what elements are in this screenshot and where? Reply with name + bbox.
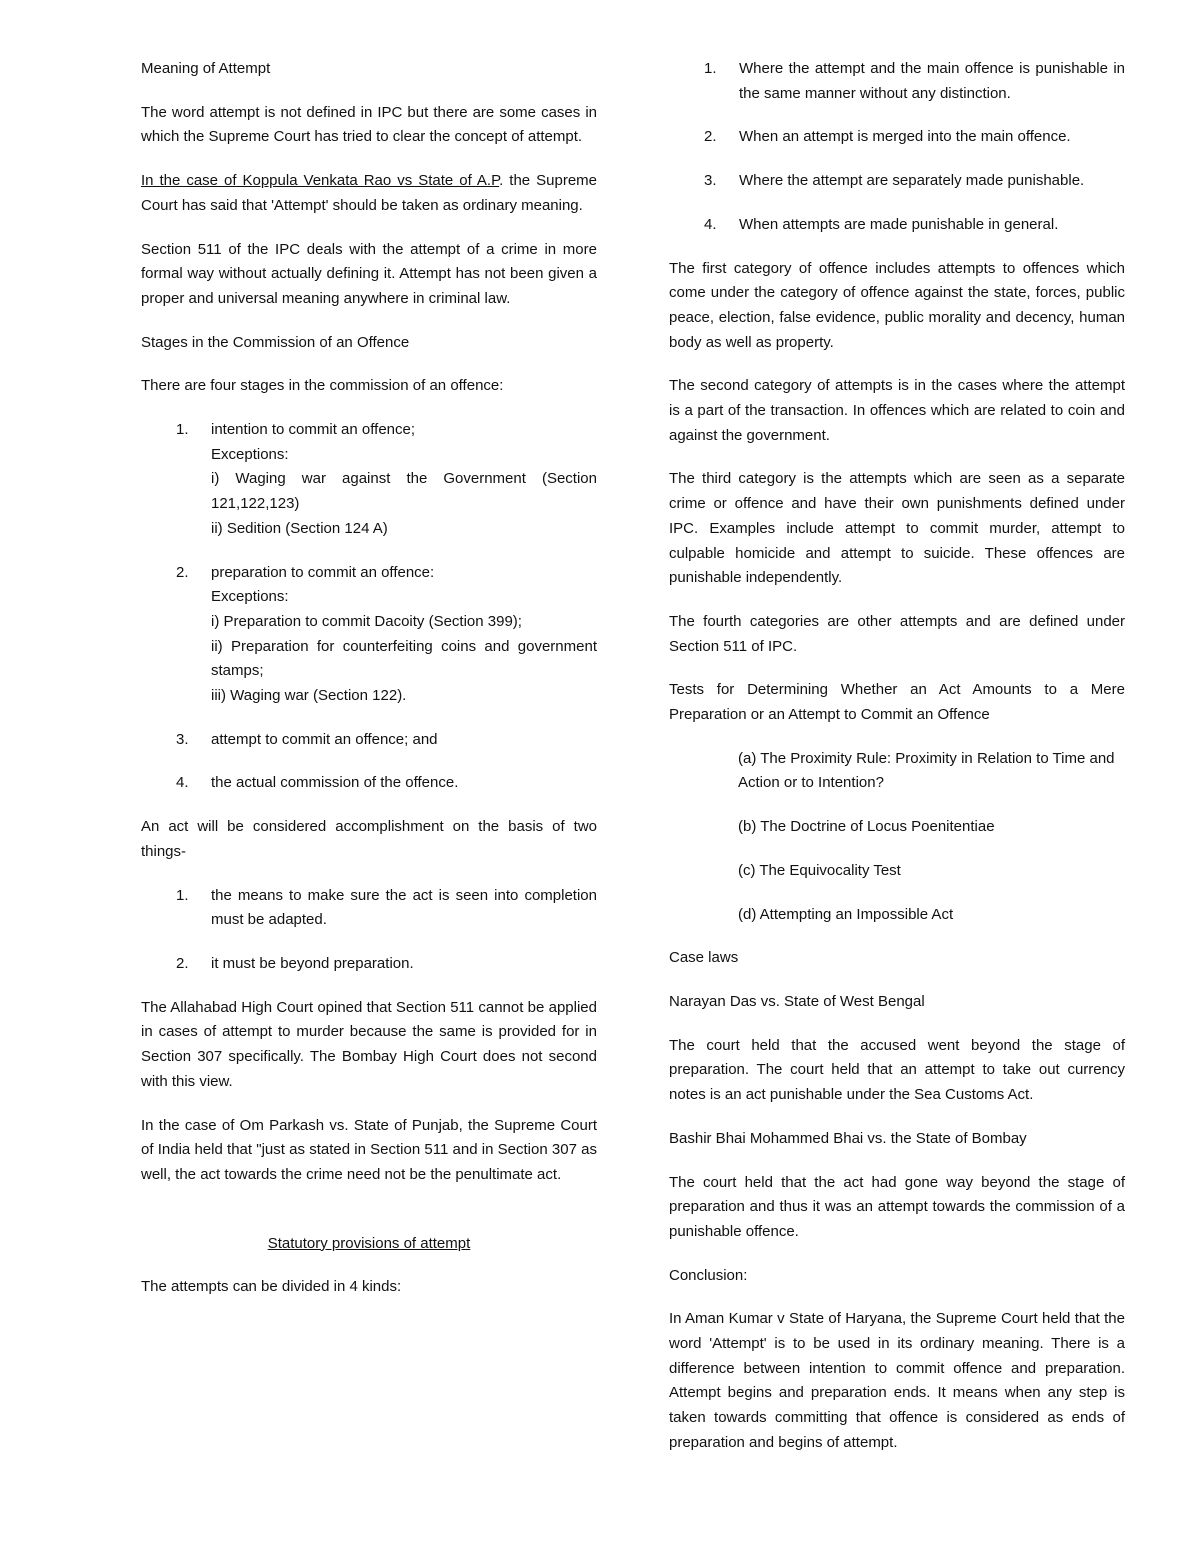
accomplish-list [141,884,597,977]
para-koppula [141,169,597,218]
list-item: 2. it must be beyond preparation. [176,954,414,972]
heading-conclusion: Conclusion: [669,1266,748,1284]
list-item: 4. When attempts are made punishable in general. [704,215,1059,233]
list-item: 1. the means to make sure the act is seen into completion must be adapted. [176,886,597,929]
list-item: (b) The Doctrine of Locus Poenitentiae [738,818,995,836]
list-item: 4. the actual commission of the offence. [176,774,459,792]
left-column [141,57,597,1319]
case1-text: The court held that the accused went beyond the stage of preparation. The court held that an attempt to take out currency notes is an act punishable under the Sea Customs Act. [669,1036,1125,1104]
heading-case-laws: Case laws [669,949,739,967]
para-intro: The word attempt is not defined in IPC but there are some cases in which the Supreme Court has tried to clear the concept of attempt. [141,103,597,146]
koppula-rest: . the Supreme Court has said that 'Attempt' should be taken as ordinary meaning. [141,172,597,214]
list-item: (d) Attempting an Impossible Act [738,905,954,923]
heading-stages: Stages in the Commission of an Offence [141,333,410,351]
case2-text: The court held that the act had gone way beyond the stage of preparation and thus it was an attempt towards the commission of a punishable offence. [669,1173,1125,1240]
list-item: 1. Where the attempt and the main offence is punishable in the same manner without any distinction. [704,60,1125,102]
tests-list [669,747,1125,928]
case2-title: Bashir Bhai Mohammed Bhai vs. the State of Bombay [669,1129,1027,1147]
para-second-category: The second category of attempts is in the cases where the attempt is a part of the transaction. In offences which are related to coin and against the government. [669,377,1125,444]
stages-list [141,418,597,796]
list-item: (c) The Equivocality Test [738,861,901,879]
kinds-list [669,57,1125,238]
para-conclusion: In Aman Kumar v State of Haryana, the Supreme Court held that the word 'Attempt' is to be used in its ordinary meaning. There is a difference between intention to commit offence and preparation. Attempt begins and preparation ends. It means when any step is taken towards committing that offence is considered as ends of preparation and begins of attempt. [669,1310,1125,1451]
list-item: 3. attempt to commit an offence; and [176,730,438,748]
para-omparkash: In the case of Om Parkash vs. State of Punjab, the Supreme Court of India held that "just as stated in Section 511 and in Section 307 as well, the act towards the crime need not be the penultimate act. [141,1116,597,1183]
list-item: 2. preparation to commit an offence: Exceptions: i) Preparation to commit Dacoity (Section 399); ii) Preparation for counterfeiting coins and government stamps; iii) Waging war (Section 122). [176,563,597,705]
list-item: 3. Where the attempt are separately made punishable. [704,172,1085,190]
stages-intro: There are four stages in the commission of an offence: [141,377,504,395]
list-item: (a) The Proximity Rule: Proximity in Relation to Time and Action or to Intention? [738,749,1115,792]
heading-statutory: Statutory provisions of attempt [267,1234,471,1252]
list-item: 1. intention to commit an offence; Exceptions: i) Waging war against the Government (Section 121,122,123) ii) Sedition (Section 124 A) [176,421,597,537]
para-allahabad: The Allahabad High Court opined that Section 511 cannot be applied in cases of attempt to murder because the same is provided for in Section 307 specifically. The Bombay High Court does not second with this view. [141,998,597,1090]
list-item: 2. When an attempt is merged into the main offence. [704,128,1071,146]
para-first-category: The first category of offence includes attempts to offences which come under the category of offence against the state, forces, public peace, election, false evidence, public morality and decency, human body as well as property. [669,259,1125,351]
para-fourth-category: The fourth categories are other attempts and are defined under Section 511 of IPC. [669,612,1125,655]
kinds-intro: The attempts can be divided in 4 kinds: [141,1278,402,1296]
para-third-category: The third category is the attempts which are seen as a separate crime or offence and have their own punishments defined under IPC. Examples include attempt to commit murder, attempt to culpable homicide and attempt to suicide. These offences are punishable independently. [669,470,1125,587]
right-column [669,57,1125,1475]
heading-tests: Tests for Determining Whether an Act Amounts to a Mere Preparation or an Attempt to Commit an Offence [669,681,1125,724]
case1-title: Narayan Das vs. State of West Bengal [669,992,925,1010]
para-511: Section 511 of the IPC deals with the attempt of a crime in more formal way without actually defining it. Attempt has not been given a proper and universal meaning anywhere in criminal law. [141,240,597,307]
koppula-case-ref: In the case of Koppula Venkata Rao vs State of A.P [141,172,500,190]
accomplish-intro: An act will be considered accomplishment on the basis of two things- [141,818,597,860]
heading-meaning: Meaning of Attempt [141,60,271,77]
